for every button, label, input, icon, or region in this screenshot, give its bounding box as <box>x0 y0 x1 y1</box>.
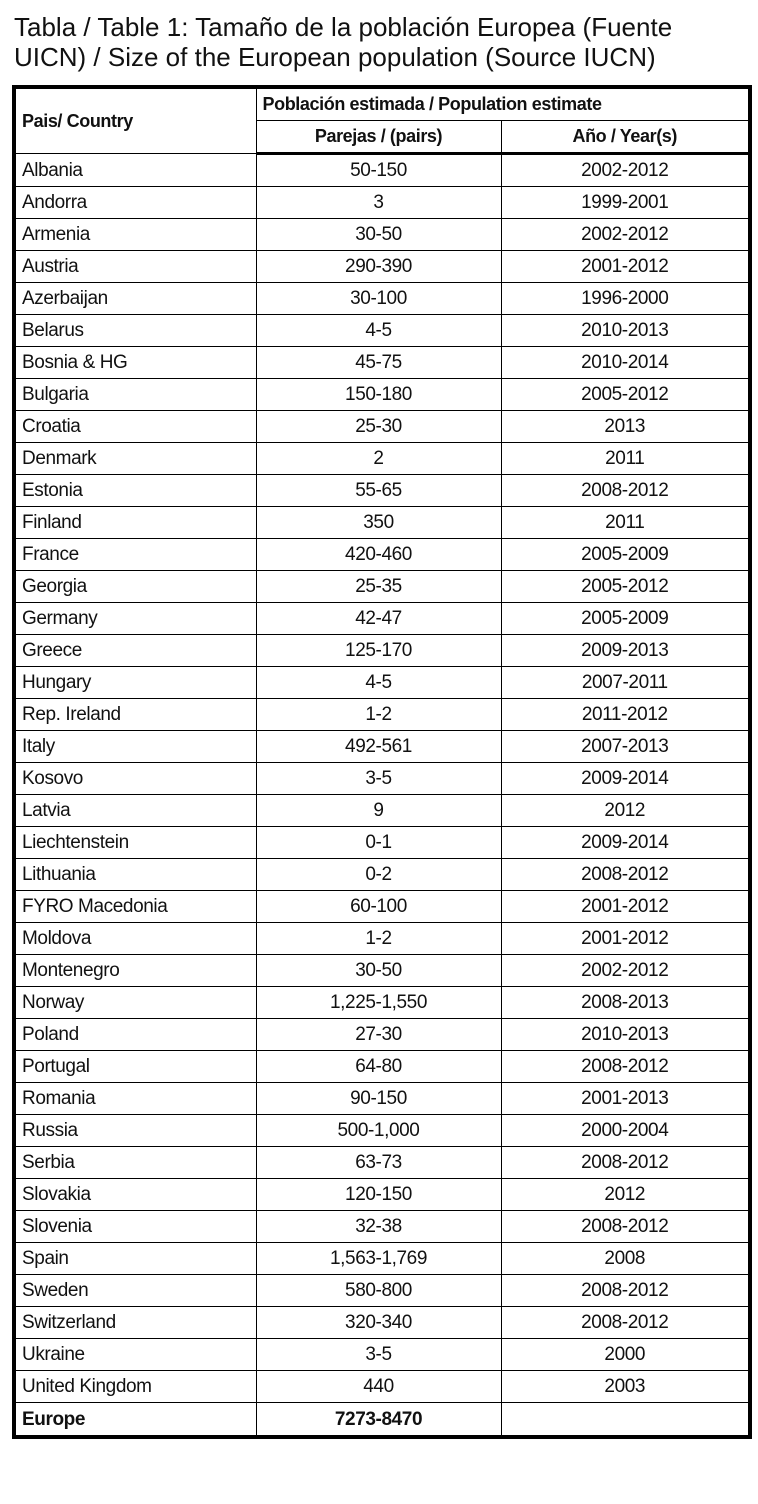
pairs-cell: 3-5 <box>256 763 501 795</box>
pairs-cell: 30-50 <box>256 219 501 251</box>
table-header <box>14 87 750 154</box>
pairs-cell: 9 <box>256 795 501 827</box>
years-cell: 2008-2012 <box>501 1211 750 1243</box>
pairs-cell: 150-180 <box>256 379 501 411</box>
pairs-cell: 25-30 <box>256 411 501 443</box>
years-cell: 2009-2014 <box>501 763 750 795</box>
country-cell: Bosnia & HG <box>14 347 256 379</box>
years-cell: 2009-2014 <box>501 827 750 859</box>
pairs-cell: 350 <box>256 507 501 539</box>
table-caption: Tabla / Table 1: Tamaño de la población Europea (Fuente UICN) / Size of the European population (Source IUCN) <box>14 12 673 72</box>
table-row <box>14 187 750 219</box>
country-cell: Norway <box>14 987 256 1019</box>
pairs-cell: 1-2 <box>256 923 501 955</box>
years-cell: 2011 <box>501 443 750 475</box>
pairs-cell: 64-80 <box>256 1051 501 1083</box>
table-row <box>14 699 750 731</box>
pairs-cell: 55-65 <box>256 475 501 507</box>
country-cell: Germany <box>14 603 256 635</box>
pairs-cell: 580-800 <box>256 1275 501 1307</box>
years-cell: 2009-2013 <box>501 635 750 667</box>
total-label: Europe <box>14 1403 256 1438</box>
total-row <box>14 1403 750 1438</box>
pairs-cell: 50-150 <box>256 154 501 187</box>
pairs-cell: 1,563-1,769 <box>256 1243 501 1275</box>
years-cell: 2005-2009 <box>501 603 750 635</box>
country-cell: Albania <box>14 154 256 187</box>
years-cell: 2010-2013 <box>501 315 750 347</box>
table-row <box>14 1147 750 1179</box>
country-cell: Estonia <box>14 475 256 507</box>
years-cell: 2002-2012 <box>501 219 750 251</box>
years-cell: 2001-2013 <box>501 1083 750 1115</box>
pairs-cell: 500-1,000 <box>256 1115 501 1147</box>
country-cell: United Kingdom <box>14 1371 256 1403</box>
pairs-cell: 90-150 <box>256 1083 501 1115</box>
population-table <box>12 85 752 1439</box>
years-cell: 2008-2012 <box>501 475 750 507</box>
years-cell: 2000-2004 <box>501 1115 750 1147</box>
pairs-cell: 0-2 <box>256 859 501 891</box>
country-cell: Bulgaria <box>14 379 256 411</box>
country-cell: Azerbaijan <box>14 283 256 315</box>
pairs-cell: 1,225-1,550 <box>256 987 501 1019</box>
pairs-cell: 3 <box>256 187 501 219</box>
pairs-cell: 1-2 <box>256 699 501 731</box>
country-cell: Kosovo <box>14 763 256 795</box>
years-cell: 2008-2012 <box>501 1307 750 1339</box>
table-row <box>14 347 750 379</box>
table-row <box>14 795 750 827</box>
table-row <box>14 1179 750 1211</box>
table-row <box>14 507 750 539</box>
years-cell: 2008 <box>501 1243 750 1275</box>
years-cell: 1999-2001 <box>501 187 750 219</box>
pairs-cell: 42-47 <box>256 603 501 635</box>
country-cell: Georgia <box>14 571 256 603</box>
pairs-cell: 0-1 <box>256 827 501 859</box>
table-row <box>14 283 750 315</box>
pairs-cell: 63-73 <box>256 1147 501 1179</box>
country-cell: Denmark <box>14 443 256 475</box>
country-cell: Serbia <box>14 1147 256 1179</box>
table-row <box>14 443 750 475</box>
pairs-cell: 125-170 <box>256 635 501 667</box>
years-cell: 2012 <box>501 1179 750 1211</box>
pairs-cell: 4-5 <box>256 315 501 347</box>
years-cell: 2010-2013 <box>501 1019 750 1051</box>
table-row <box>14 1051 750 1083</box>
years-cell: 2007-2011 <box>501 667 750 699</box>
country-cell: Hungary <box>14 667 256 699</box>
table-row <box>14 1115 750 1147</box>
country-column-header: Pais/ Country <box>14 87 256 154</box>
pairs-cell: 4-5 <box>256 667 501 699</box>
years-cell: 2001-2012 <box>501 923 750 955</box>
pairs-cell: 3-5 <box>256 1339 501 1371</box>
years-cell: 2008-2012 <box>501 1051 750 1083</box>
table-row <box>14 379 750 411</box>
country-cell: Belarus <box>14 315 256 347</box>
years-cell: 2008-2012 <box>501 859 750 891</box>
table-body <box>14 154 750 1403</box>
years-cell: 2008-2013 <box>501 987 750 1019</box>
country-cell: Ukraine <box>14 1339 256 1371</box>
table-row <box>14 154 750 187</box>
years-cell: 2005-2009 <box>501 539 750 571</box>
table-row <box>14 315 750 347</box>
country-cell: Russia <box>14 1115 256 1147</box>
table-row <box>14 955 750 987</box>
pairs-cell: 32-38 <box>256 1211 501 1243</box>
total-pairs: 7273-8470 <box>256 1403 501 1438</box>
country-cell: Finland <box>14 507 256 539</box>
years-cell: 2007-2013 <box>501 731 750 763</box>
pairs-cell: 30-100 <box>256 283 501 315</box>
table-row <box>14 859 750 891</box>
table-row <box>14 251 750 283</box>
table-row <box>14 987 750 1019</box>
table-row <box>14 731 750 763</box>
table-row <box>14 571 750 603</box>
country-cell: Portugal <box>14 1051 256 1083</box>
table-row <box>14 1243 750 1275</box>
table-row <box>14 1275 750 1307</box>
pairs-cell: 30-50 <box>256 955 501 987</box>
table-row <box>14 1307 750 1339</box>
table-footer <box>14 1403 750 1438</box>
country-cell: FYRO Macedonia <box>14 891 256 923</box>
pairs-cell: 120-150 <box>256 1179 501 1211</box>
table-row <box>14 603 750 635</box>
pairs-cell: 492-561 <box>256 731 501 763</box>
table-row <box>14 1371 750 1403</box>
table-row <box>14 475 750 507</box>
years-cell: 2002-2012 <box>501 154 750 187</box>
years-cell: 2012 <box>501 795 750 827</box>
years-cell: 2000 <box>501 1339 750 1371</box>
pairs-cell: 25-35 <box>256 571 501 603</box>
country-cell: Moldova <box>14 923 256 955</box>
header-row-group <box>14 87 750 121</box>
table-row <box>14 923 750 955</box>
country-cell: Romania <box>14 1083 256 1115</box>
table-row <box>14 827 750 859</box>
country-cell: Montenegro <box>14 955 256 987</box>
country-cell: Armenia <box>14 219 256 251</box>
table-row <box>14 411 750 443</box>
pairs-cell: 27-30 <box>256 1019 501 1051</box>
country-cell: Lithuania <box>14 859 256 891</box>
total-years <box>501 1403 750 1438</box>
years-cell: 2011-2012 <box>501 699 750 731</box>
table-row <box>14 667 750 699</box>
years-cell: 2013 <box>501 411 750 443</box>
pairs-cell: 290-390 <box>256 251 501 283</box>
table-row <box>14 1339 750 1371</box>
country-cell: Slovakia <box>14 1179 256 1211</box>
years-cell: 2010-2014 <box>501 347 750 379</box>
table-row <box>14 763 750 795</box>
pairs-cell: 60-100 <box>256 891 501 923</box>
years-cell: 2005-2012 <box>501 571 750 603</box>
pairs-cell: 320-340 <box>256 1307 501 1339</box>
country-cell: Rep. Ireland <box>14 699 256 731</box>
country-cell: Andorra <box>14 187 256 219</box>
table-row <box>14 539 750 571</box>
country-cell: Italy <box>14 731 256 763</box>
table-row <box>14 219 750 251</box>
country-cell: Spain <box>14 1243 256 1275</box>
years-cell: 2011 <box>501 507 750 539</box>
years-column-header: Año / Year(s) <box>501 121 750 154</box>
table-row <box>14 1019 750 1051</box>
country-cell: Switzerland <box>14 1307 256 1339</box>
years-cell: 2001-2012 <box>501 891 750 923</box>
years-cell: 2005-2012 <box>501 379 750 411</box>
country-cell: France <box>14 539 256 571</box>
country-cell: Liechtenstein <box>14 827 256 859</box>
country-cell: Croatia <box>14 411 256 443</box>
pairs-cell: 45-75 <box>256 347 501 379</box>
years-cell: 2008-2012 <box>501 1275 750 1307</box>
table-row <box>14 1083 750 1115</box>
years-cell: 2008-2012 <box>501 1147 750 1179</box>
table-row <box>14 1211 750 1243</box>
country-cell: Sweden <box>14 1275 256 1307</box>
pairs-column-header: Parejas / (pairs) <box>256 121 501 154</box>
country-cell: Greece <box>14 635 256 667</box>
population-estimate-header: Población estimada / Population estimate <box>256 87 750 121</box>
table-row <box>14 635 750 667</box>
country-cell: Slovenia <box>14 1211 256 1243</box>
pairs-cell: 420-460 <box>256 539 501 571</box>
country-cell: Latvia <box>14 795 256 827</box>
pairs-cell: 440 <box>256 1371 501 1403</box>
years-cell: 2001-2012 <box>501 251 750 283</box>
country-cell: Austria <box>14 251 256 283</box>
years-cell: 2002-2012 <box>501 955 750 987</box>
pairs-cell: 2 <box>256 443 501 475</box>
years-cell: 2003 <box>501 1371 750 1403</box>
table-row <box>14 891 750 923</box>
years-cell: 1996-2000 <box>501 283 750 315</box>
country-cell: Poland <box>14 1019 256 1051</box>
